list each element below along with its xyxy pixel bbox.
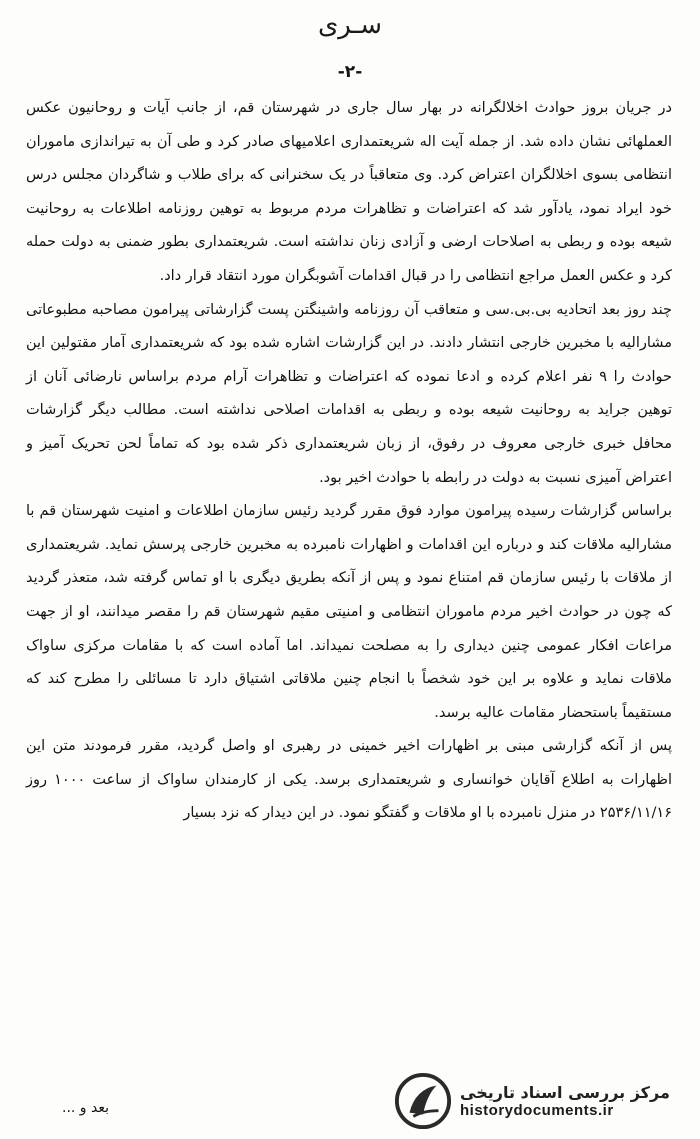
continuation-note: بعد و ...: [62, 1100, 110, 1116]
archive-logo-icon: [394, 1072, 452, 1130]
page-number: -۲-: [337, 62, 363, 82]
paragraph-2: چند روز بعد اتحادیه بی.بی.سی و متعاقب آن روزنامه واشینگتن پست گزارشاتی پیرامون مصاحبه مطبوعاتی مشارالیه با مخبرین خارجی انتشار دادند. در این گزارشات اشاره شده بود که شریعتمداری آمار مقتولین این حوادث را ۹ نفر اعلام کرده و ادعا نموده که اعتراضات و تظاهرات آرام مردم براساس نارضائی آنان از توهین جراید به روحانیت شیعه بوده و ربطی به اقدامات اصلاحی نداشته است. مطالب دیگر گزارشات محافل خبری خارجی معروف در رفوق، از زبان شریعتمداری ذکر شده بود که تماماً لحن تحریک آمیز و اعتراض آمیزی نسبت به دولت در رابطه با حوادث اخیر بود.: [26, 301, 673, 486]
watermark-title: مرکز بررسی اسناد تاریخی: [460, 1083, 670, 1102]
paragraph-1: در جریان بروز حوادث اخلالگرانه در بهار سال جاری در شهرستان قم، از جانب آیات و روحانیون عکس العملهائی نشان داده شد. از جمله آیت اله شریعتمداری اعلامیهای صادر کرد و طی آن به تیراندازی ماموران انتظامی بسوی اخلالگران اعتراض کرد. وی متعاقباً در یک سخنرانی که برای طلاب و شاگردان مجلس درس خود ایراد نمود، یادآور شد که اعتراضات و تظاهرات مردم مربوط به توهین روزنامه اطلاعات به روحانیت شیعه بوده و ربطی به اصلاحات ارضی و آزادی زنان نداشته است. شریعتمداری بطور ضمنی به دولت حمله کرد و عکس العمل مراجع انتظامی را در قبال اقدامات آشوبگران مورد انتقاد قرار داد.: [26, 100, 672, 284]
classification-stamp: سـری: [317, 10, 383, 40]
watermark: [394, 1069, 690, 1133]
paragraph-4: پس از آنکه گزارشی مبنی بر اظهارات اخیر خمینی در رهبری او واصل گردید، مقرر فرمودند متن این اظهارات به اطلاع آقایان خوانساری و شریعتمداری برسد. یکی از کارمندان ساواک از ساعت ۱۰۰۰ روز ۲۵۳۶/۱۱/۱۶ در منزل نامبرده با او ملاقات و گفتگو نمود. در این دیدار که نزد بسیار: [26, 738, 672, 822]
watermark-text: [460, 1083, 670, 1119]
watermark-url: historydocuments.ir: [460, 1102, 614, 1119]
document-body: [26, 92, 672, 831]
paragraph-3: براساس گزارشات رسیده پیرامون موارد فوق مقرر گردید رئیس سازمان اطلاعات و امنیت شهرستان قم با مشارالیه ملاقات کند و درباره این اقدامات و اظهارات نامبرده به مخبرین خارجی پرسش نماید. شریعتمداری از ملاقات با رئیس سازمان قم امتناع نمود و پس از آنکه بطریق دیگری با او تماس گرفته شد، متعذر گردید که چون در حوادث اخیر مردم ماموران انتظامی و امنیتی مقیم شهرستان قم را مقصر میدانند، او از جهت مراعات افکار عمومی چنین دیداری را به مصلحت نمیداند. اما آماده است که با مقامات مرکزی ساواک ملاقات نماید و علاوه بر این خود شخصاً با انجام چنین ملاقاتی اشتیاق دارد تا مسائلی را مطرح کند که مستقیماً باستحضار مقامات عالیه برسد.: [26, 503, 672, 721]
